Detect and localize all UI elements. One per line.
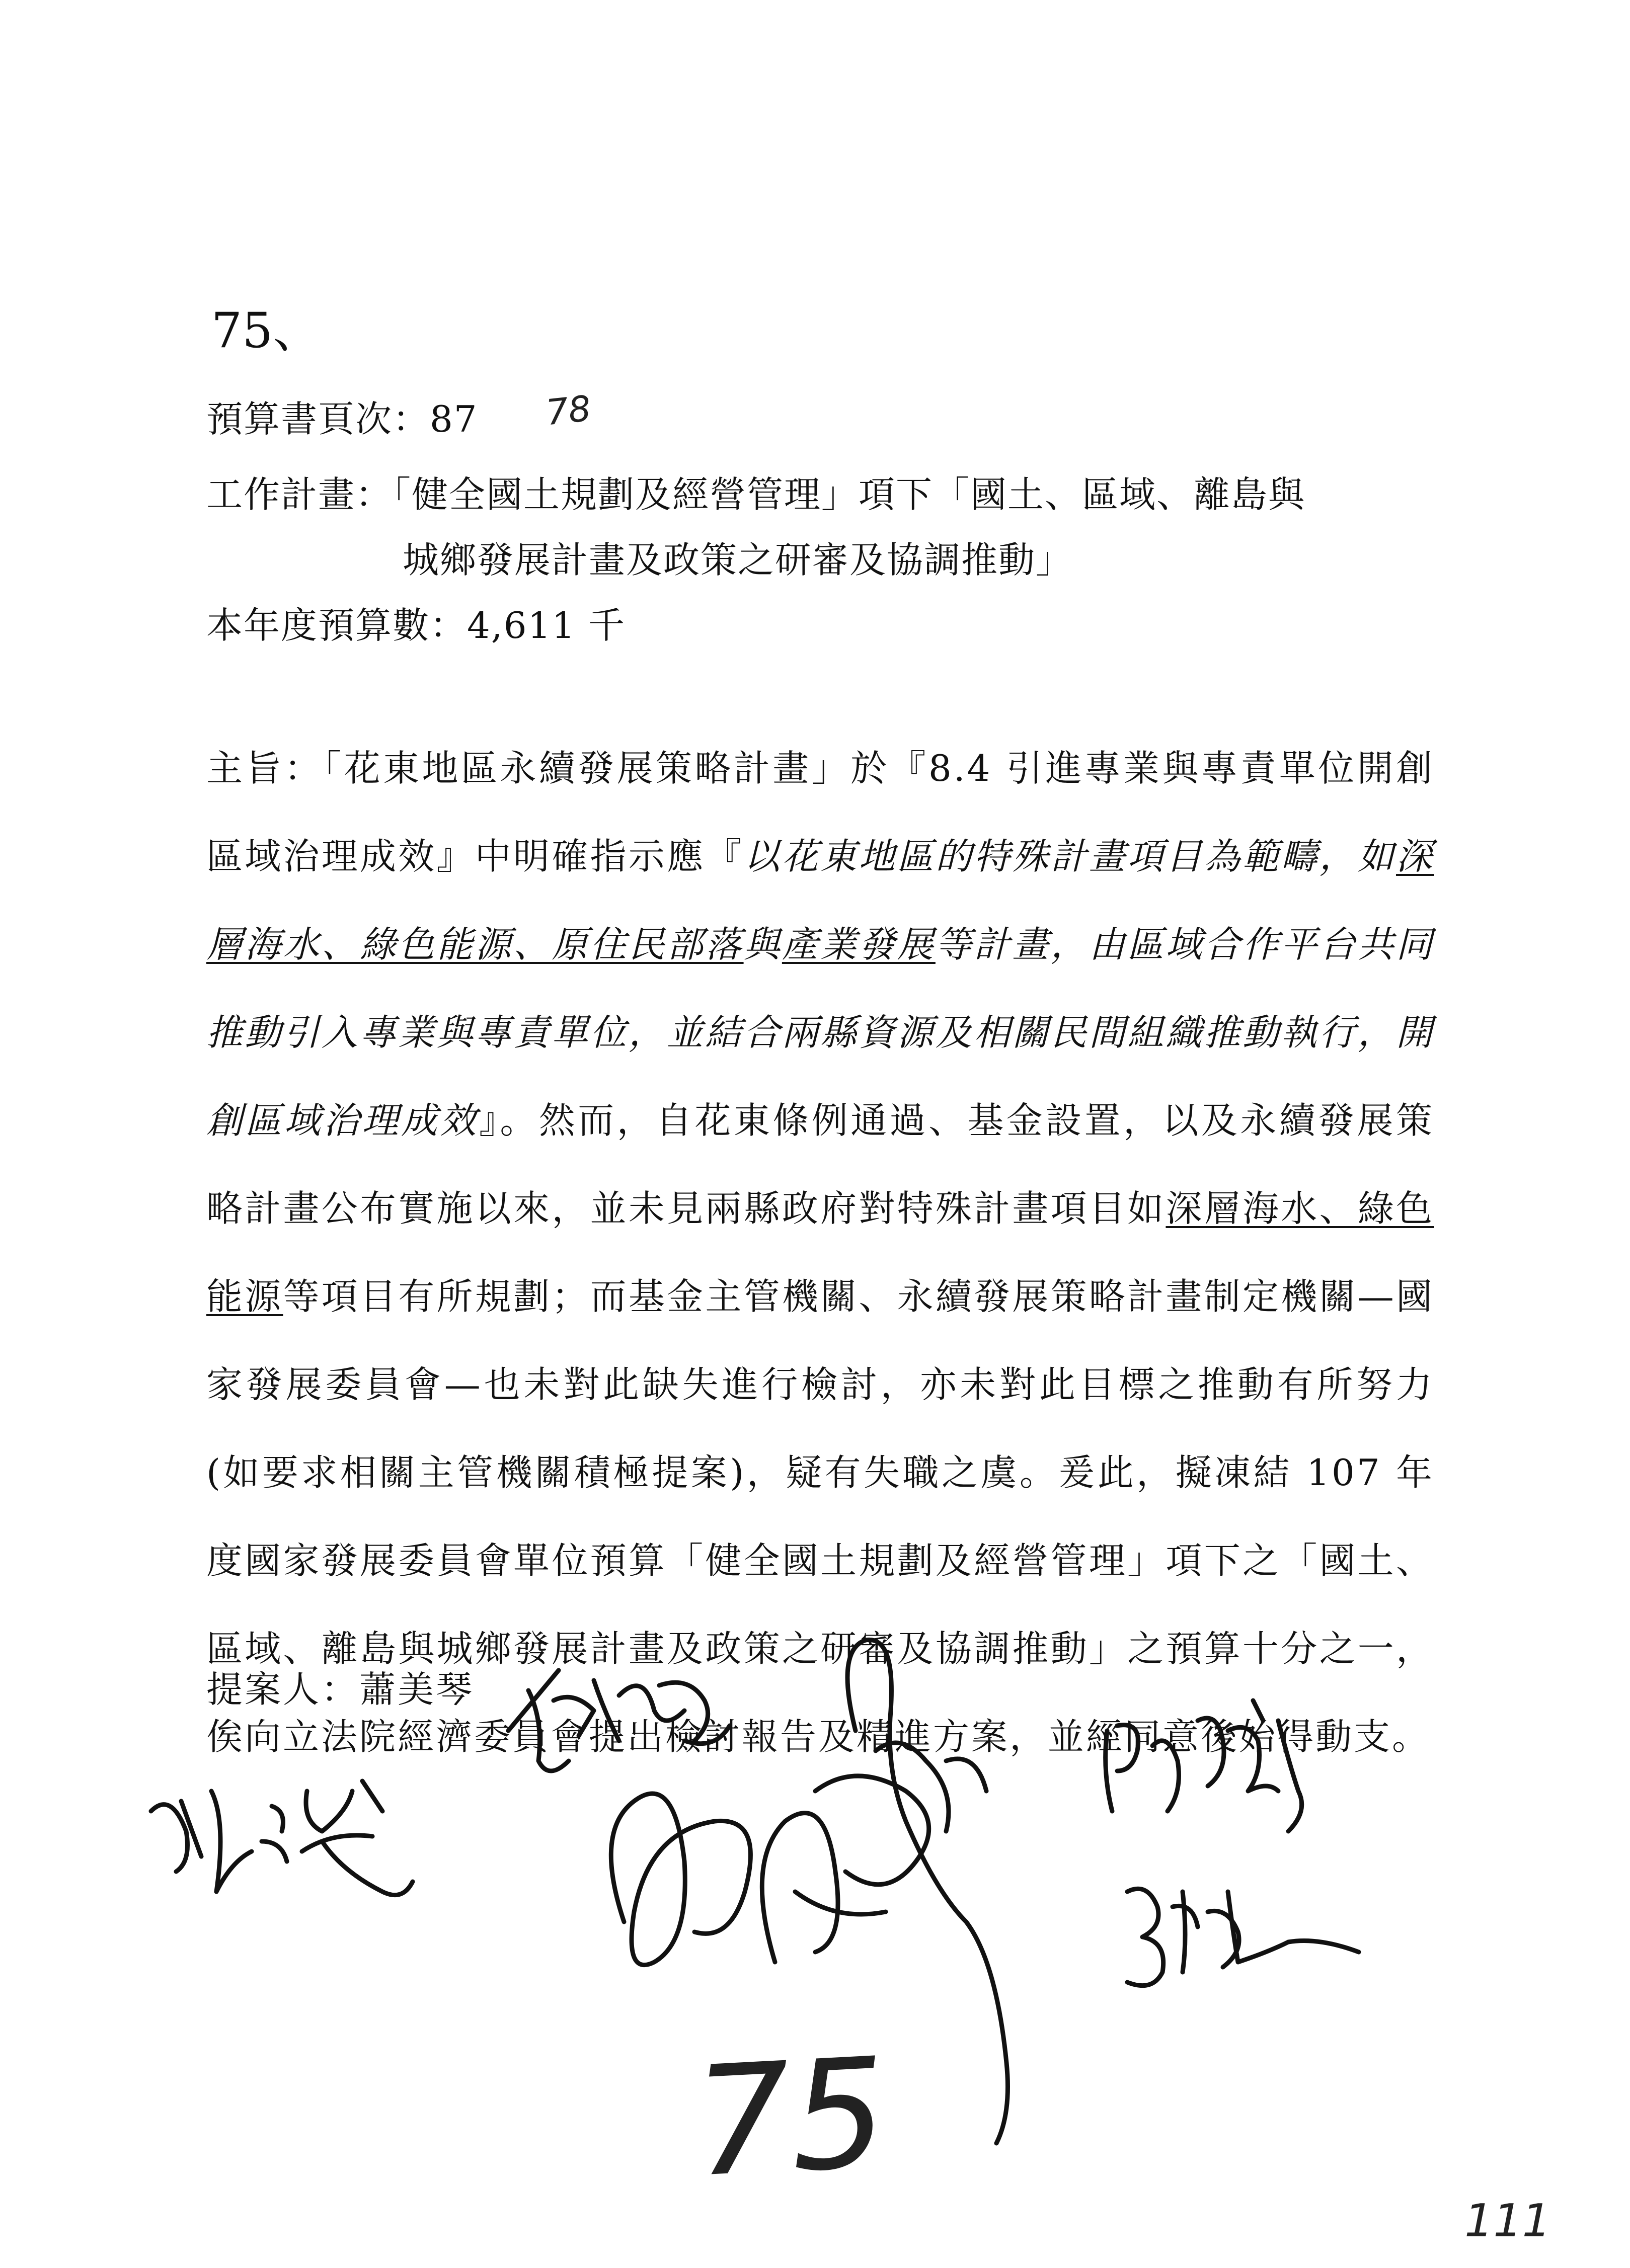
signature-5	[1127, 1889, 1359, 1985]
page-number: 111	[1464, 2195, 1551, 2247]
annual-budget-line: 本年度預算數：4,611 千	[206, 604, 626, 646]
body-italic-1: 以花東地區的特殊計畫項目為範疇，如	[743, 835, 1396, 877]
body-underline-2: 產業發展	[782, 923, 936, 965]
handwritten-page-mark: 78	[544, 387, 593, 434]
body-text-2: 』。然而，自花東條例通過、基金設置，以及永續發展策略計畫公布實施以來，並未見兩縣政府對特殊計畫項目如	[206, 1099, 1434, 1230]
signature-2	[508, 1670, 730, 1771]
work-plan-line-2: 城鄉發展計畫及政策之研審及協調推動」	[403, 539, 1073, 581]
proposer-line: 提案人：蕭美琴	[206, 1668, 475, 1711]
body-italic-2: 與	[743, 923, 782, 965]
body-italic-3: 等計畫，由區域合作平台共同推動引入專業與專責單位，並結合兩縣資源及相關民間組織推動執行，開創區域治理成效	[206, 923, 1434, 1142]
signature-1	[151, 1781, 413, 1895]
item-number: 75、	[211, 302, 322, 359]
body-text-3: 等項目有所規劃；而基金主管機關、永續發展策略計畫制定機關—國家發展委員會—也未對此缺失進行檢討，亦未對此目標之推動有所努力(如要求相關主管機關積極提案)，疑有失職之虞。爰此，擬凍結 107 年度國家發展委員會單位預算「健全國土規劃及經營管理」項下之「國土、區域、離島與城鄉發展計畫及政策之研審及協調推動」之預算十分之一，俟向立法院經濟委員會提出檢討報告及精進方案，並經同意後始得動支。	[206, 1275, 1434, 1758]
work-plan-line-1: 工作計畫：「健全國土規劃及經營管理」項下「國土、區域、離島與	[206, 473, 1306, 516]
body-underline-1: 深層海水、綠色能源、原住民部落	[206, 835, 1434, 965]
signature-4	[1106, 1700, 1302, 1831]
handwritten-item-number: 75	[690, 2025, 891, 2211]
budget-page-line: 預算書頁次：87	[206, 398, 478, 440]
body-text-1: 主旨：「花東地區永續發展策略計畫」於『8.4 引進專業與專責單位開創區域治理成效』中明確指示應『	[206, 747, 1434, 877]
body-underline-3: 深層海水、綠色能源	[206, 1187, 1434, 1318]
